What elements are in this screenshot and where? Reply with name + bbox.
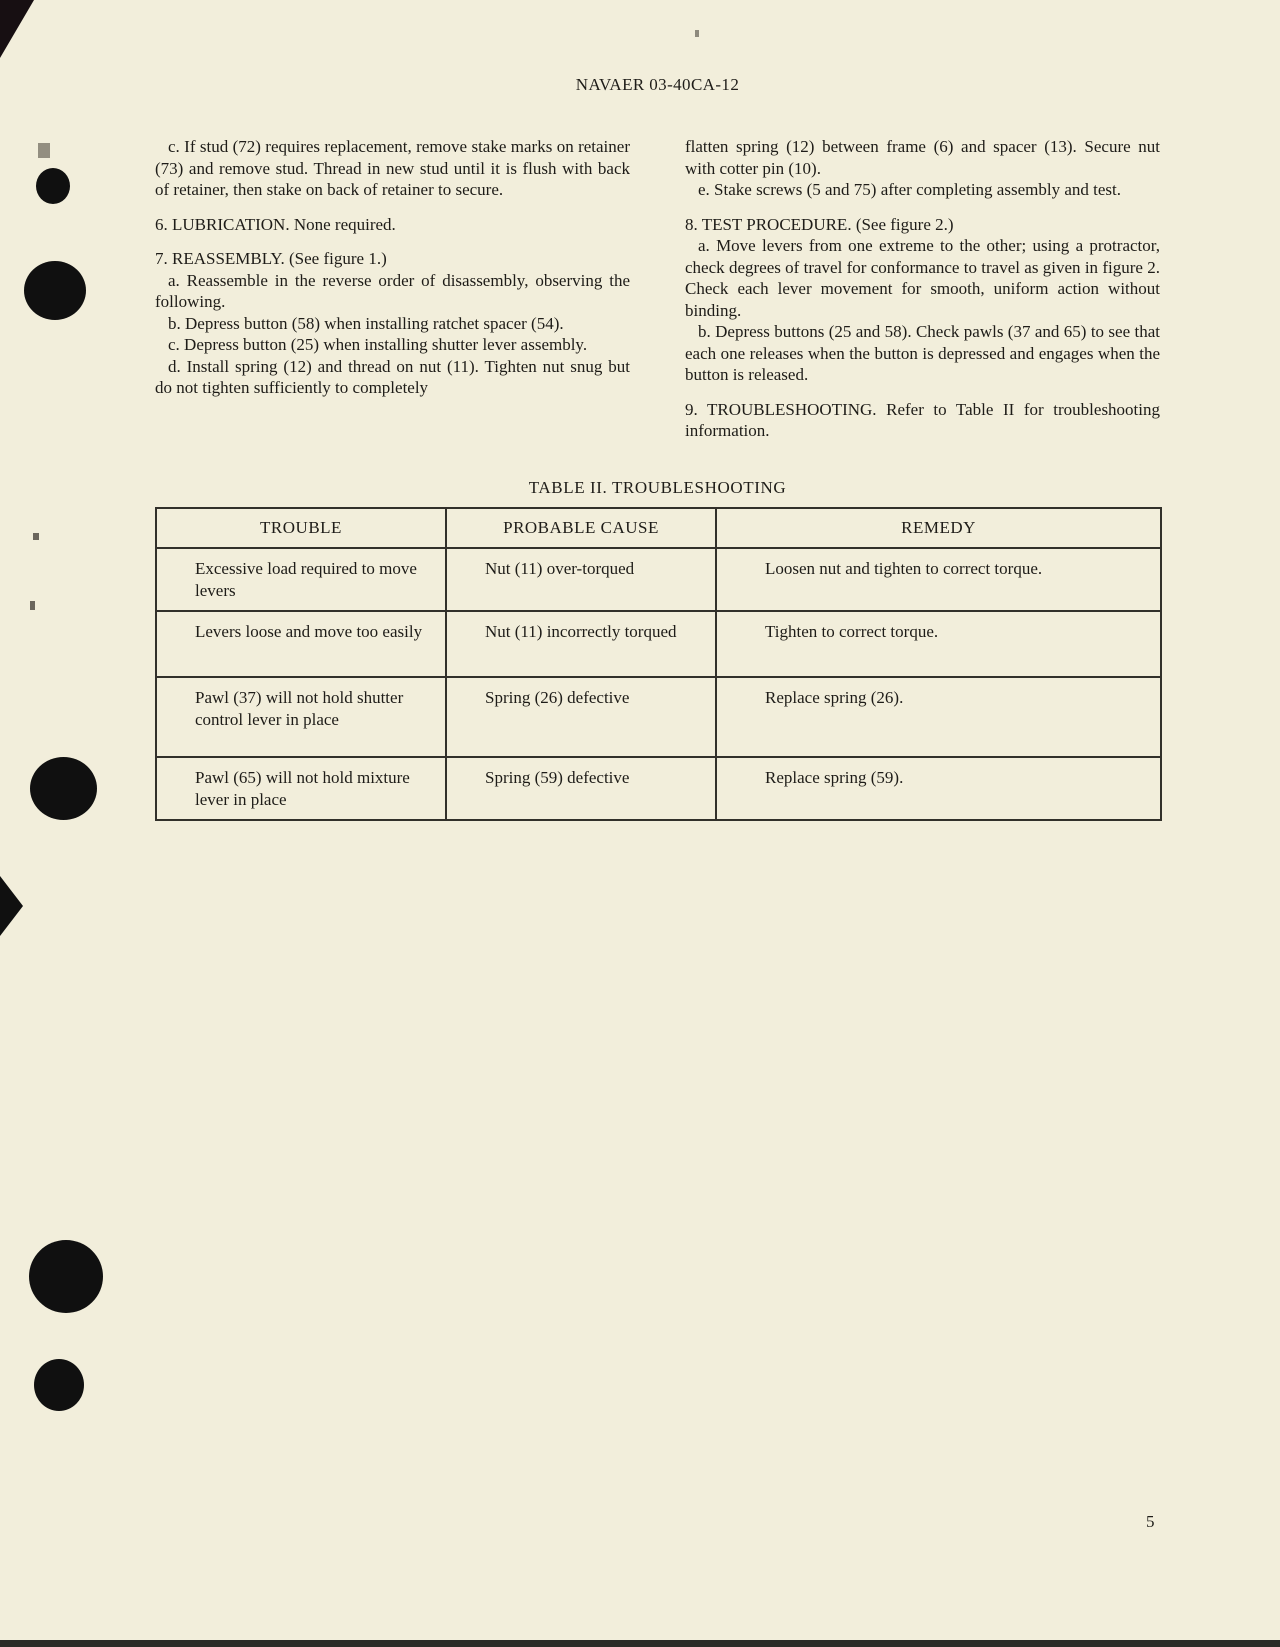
table-cell-remedy: Tighten to correct torque. (716, 611, 1161, 677)
right-column (685, 136, 1160, 442)
table-row (156, 757, 1161, 820)
section-7-reassembly: 7. REASSEMBLY. (See figure 1.) (155, 249, 387, 268)
paragraph-step-a: a. Reassemble in the reverse order of disassembly, observing the following. (155, 270, 630, 311)
table-row (156, 548, 1161, 611)
scan-artifact-corner-triangle (0, 0, 34, 58)
troubleshooting-table (155, 507, 1162, 821)
table-cell-cause: Spring (59) defective (446, 757, 716, 820)
scan-artifact-blob (34, 1359, 84, 1411)
scan-artifact-speck (695, 30, 699, 37)
scan-artifact-blob (29, 1240, 103, 1313)
table-cell-trouble: Pawl (37) will not hold shutter control lever in place (156, 677, 446, 757)
page-number: 5 (1146, 1512, 1155, 1531)
table-row (156, 677, 1161, 757)
paragraph-step-b: b. Depress button (58) when installing ratchet spacer (54). (168, 313, 564, 333)
paragraph-step-e: e. Stake screws (5 and 75) after completing assembly and test. (698, 180, 1121, 199)
table-cell-trouble: Pawl (65) will not hold mixture lever in place (156, 757, 446, 820)
table-cell-cause: Nut (11) incorrectly torqued (446, 611, 716, 677)
paragraph-test-a: a. Move levers from one extreme to the other; using a protractor, check degrees of travel for conformance to travel as given in figure 2. Check each lever movement for smooth, uniform action without binding. (685, 236, 1160, 320)
section-6-lubrication: 6. LUBRICATION. None required. (155, 214, 396, 234)
scan-artifact-blob (36, 168, 70, 204)
table-cell-remedy: Replace spring (59). (716, 757, 1161, 820)
table-row (156, 611, 1161, 677)
paragraph-step-d: d. Install spring (12) and thread on nut (11). Tighten nut snug but do not tighten sufficiently to completely (155, 356, 630, 397)
table-header-probable-cause: PROBABLE CAUSE (446, 508, 716, 548)
table-cell-cause: Nut (11) over-torqued (446, 548, 716, 611)
scan-artifact-speck (38, 143, 50, 158)
table-title: TABLE II. TROUBLESHOOTING (528, 478, 787, 497)
table-header-row (156, 508, 1161, 548)
paragraph-continuation: flatten spring (12) between frame (6) and spacer (13). Secure nut with cotter pin (10). (685, 137, 1160, 178)
table-header-trouble: TROUBLE (156, 508, 446, 548)
scan-artifact-blob (24, 261, 86, 320)
doc-number-header: NAVAER 03-40CA-12 (575, 75, 740, 94)
table-cell-cause: Spring (26) defective (446, 677, 716, 757)
scan-artifact-bottom-edge (0, 1640, 1280, 1647)
table-cell-remedy: Replace spring (26). (716, 677, 1161, 757)
paragraph-step-c2: c. Depress button (25) when installing shutter lever assembly. (168, 335, 588, 354)
left-column (155, 136, 630, 442)
body-columns (155, 136, 1160, 442)
table-cell-trouble: Excessive load required to move levers (156, 548, 446, 611)
scan-artifact-blob (30, 757, 97, 820)
table-header-remedy: REMEDY (716, 508, 1161, 548)
section-8-test-procedure: 8. TEST PROCEDURE. (See figure 2.) (685, 214, 954, 234)
paragraph-step-c: c. If stud (72) requires replacement, remove stake marks on retainer (73) and remove stud. Thread in new stud until it is flush with back of retainer, then stake on back of retainer to secure. (155, 137, 630, 199)
scan-artifact-edge-triangle (0, 876, 23, 936)
table-cell-trouble: Levers loose and move too easily (156, 611, 446, 677)
scan-artifact-speck (30, 601, 35, 610)
table-cell-remedy: Loosen nut and tighten to correct torque. (716, 548, 1161, 611)
paragraph-test-b: b. Depress buttons (25 and 58). Check pawls (37 and 65) to see that each one releases when the button is depressed and engages when the button is released. (685, 322, 1160, 384)
scan-artifact-speck (33, 533, 39, 540)
section-9-troubleshooting: 9. TROUBLESHOOTING. Refer to Table II for troubleshooting information. (685, 399, 1160, 440)
